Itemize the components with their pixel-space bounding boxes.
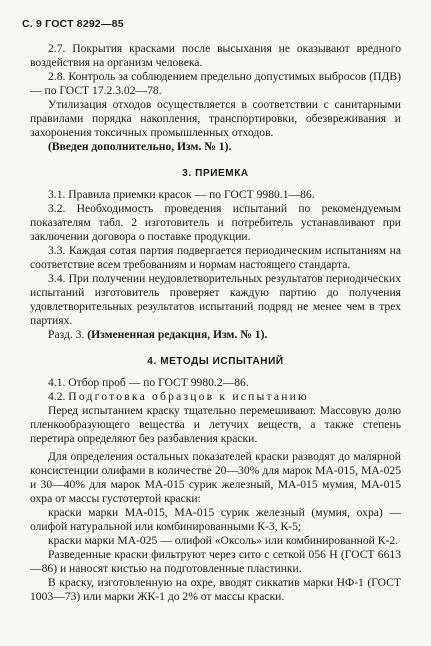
paragraph-3-3: 3.3. Каждая сотая партия подвергается периодическим испытаниям на соответствие всем требованиям и нормам настоящего стандарта. <box>30 244 401 271</box>
page-header: С. 9 ГОСТ 8292—85 <box>22 18 124 30</box>
section-3-amendment-note <box>30 328 401 342</box>
paragraph-4-2-number: 4.2. <box>48 390 66 403</box>
section-3-note-prefix: Разд. 3. <box>48 328 85 341</box>
section-3-note-text: (Измененная редакция, Изм. № 1). <box>87 328 268 341</box>
paragraph-2-8: 2.8. Контроль за соблюдением предельно допустимых выбросов (ПДВ) — по ГОСТ 17.2.3.02—78. <box>30 70 401 97</box>
paragraph-4-2-filter: Разведенные краски фильтруют через сито с сеткой 056 Н (ГОСТ 6613—86) и наносят кистью на подготовленные пластинки. <box>30 548 401 575</box>
paragraph-3-4: 3.4. При получении неудовлетворительных результатов периодических испытаний изготовитель проверяет каждую партию до получения удовлетворительных результатов испытаний подряд не менее чем в трех партиях. <box>30 272 401 327</box>
paragraph-2-7: 2.7. Покрытия красками после высыхания не оказывают вредного воздействия на организм человека. <box>30 42 401 69</box>
section-3-title: 3. ПРИЕМКА <box>182 168 249 179</box>
paragraph-3-1: 3.1. Правила приемки красок — по ГОСТ 9980.1—86. <box>48 188 315 201</box>
paragraph-4-2-heading <box>30 390 401 404</box>
amendment-note-1: (Введен дополнительно, Изм. № 1). <box>48 140 232 153</box>
paragraph-4-2-siccative: В краску, изготовленную на охре, вводят сиккатив марки НФ-1 (ГОСТ 1003—73) или марки ЖК-1 до 2% от массы краски. <box>30 576 401 603</box>
paragraph-waste: Утилизация отходов осуществляется в соответствии с санитарными правилами порядка накопления, транспортировки, обезвреживания и захоронения токсичных промышленных отходов. <box>30 98 401 139</box>
paragraph-4-2-ma015: краски марки МА-015, МА-015 сурик железный (мумия, охра) — олифой натуральной или комбинированными К-3, К-5; <box>30 506 401 533</box>
paragraph-4-2-ma025: краски марки МА-025 — олифой «Оксоль» или комбинированной К-2. <box>48 534 399 547</box>
section-4-title: 4. МЕТОДЫ ИСПЫТАНИЙ <box>147 356 284 367</box>
paragraph-4-2-title: Подготовка образцов к испытанию <box>68 390 309 403</box>
paragraph-4-2-mixing: Перед испытанием краску тщательно перемешивают. Массовую долю пленкообразующего вещества и летучих веществ, а также степень перетира определяют без разбавления краски. <box>30 404 401 445</box>
paragraph-4-2-dilution: Для определения остальных показателей краски разводят до малярной консистенции олифами в количестве 20—30% для марок МА-015, МА-025 и 30—40% для марок МА-015 сурик железный, МА-015 мумия, МА-015 охра от массы густотертой краски: <box>30 450 401 505</box>
paragraph-3-2: 3.2. Необходимость проведения испытаний по рекомендуемым показателям табл. 2 изготовитель и потребитель устанавливают при заключении договора о поставке продукции. <box>30 202 401 243</box>
paragraph-4-1: 4.1. Отбор проб — по ГОСТ 9980.2—86. <box>48 376 249 389</box>
